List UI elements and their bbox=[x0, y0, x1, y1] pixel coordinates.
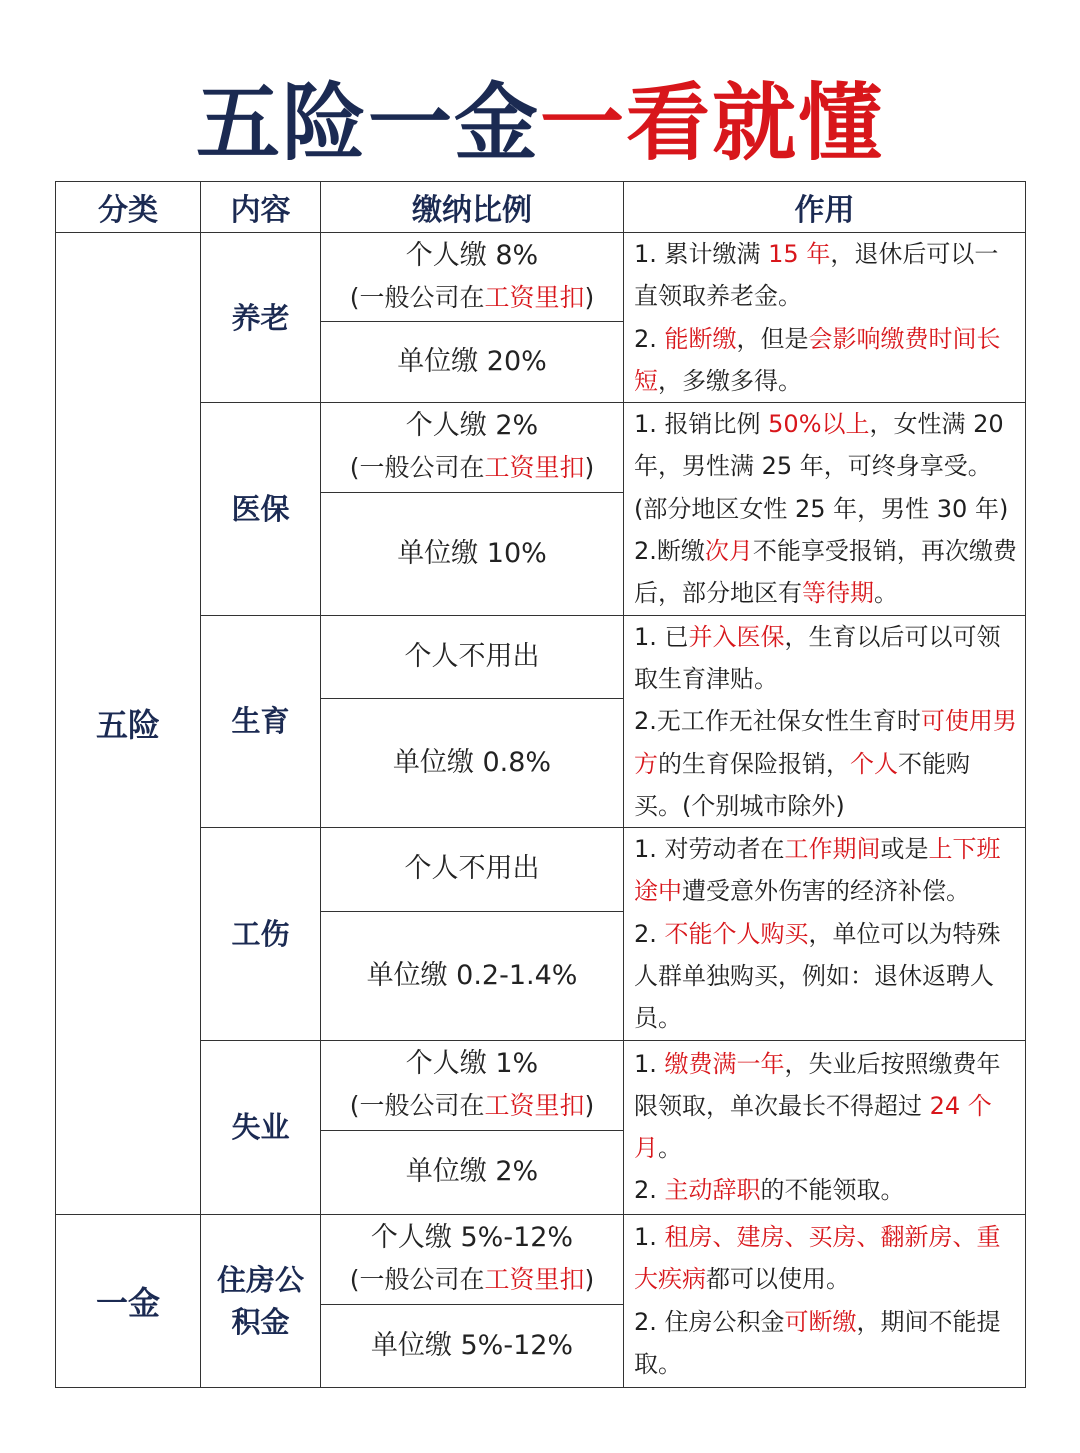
usage-line: 1. 缴费满一年，失业后按照缴费年限领取，单次最长不得超过 24 个月。 bbox=[634, 1049, 1001, 1163]
usage-housing-fund bbox=[624, 1214, 1026, 1387]
header-row bbox=[56, 182, 1026, 233]
rate-personal bbox=[321, 403, 624, 492]
usage-line: 2.无工作无社保女性生育时可使用男方的生育保险报销，个人不能购买。(个别城市除外) bbox=[634, 707, 1017, 820]
deduct-note: (一般公司在工资里扣) bbox=[349, 1091, 595, 1121]
personal-rate: 个人缴 5%-12% bbox=[370, 1222, 574, 1254]
usage-line: 2. 能断缴，但是会影响缴费时间长短，多缴多得。 bbox=[634, 324, 1001, 395]
category-one-fund: 一金 bbox=[56, 1214, 201, 1387]
insurance-table bbox=[55, 181, 1026, 1388]
usage-maternity bbox=[624, 615, 1026, 827]
table-row bbox=[56, 403, 1026, 492]
header-content: 内容 bbox=[201, 182, 321, 233]
personal-rate: 个人缴 8% bbox=[405, 240, 539, 272]
usage-line: 2. 住房公积金可断缴，期间不能提取。 bbox=[634, 1307, 1001, 1378]
item-housing-fund: 住房公 积金 bbox=[201, 1214, 321, 1387]
deduct-note: (一般公司在工资里扣) bbox=[349, 283, 595, 313]
title-part1: 五险一金 bbox=[195, 74, 540, 172]
header-rate: 缴纳比例 bbox=[321, 182, 624, 233]
header-category: 分类 bbox=[56, 182, 201, 233]
usage-line: 2. 不能个人购买，单位可以为特殊人群单独购买，例如：退休返聘人员。 bbox=[634, 919, 1001, 1033]
rate-employer: 单位缴 0.2-1.4% bbox=[321, 911, 624, 1040]
rate-personal bbox=[321, 1214, 624, 1304]
usage-line: 2.断缴次月不能享受报销，再次缴费后，部分地区有等待期。 bbox=[634, 537, 1017, 608]
item-maternity: 生育 bbox=[201, 615, 321, 827]
rate-employer: 单位缴 2% bbox=[321, 1130, 624, 1214]
usage-medical bbox=[624, 403, 1026, 615]
rate-personal bbox=[321, 1040, 624, 1130]
table-row bbox=[56, 615, 1026, 699]
table-row bbox=[56, 233, 1026, 322]
title-part2: 一看就懂 bbox=[540, 74, 885, 172]
deduct-note: (一般公司在工资里扣) bbox=[349, 1265, 595, 1295]
rate-employer: 单位缴 20% bbox=[321, 322, 624, 403]
table-row bbox=[56, 1214, 1026, 1304]
item-unemployment: 失业 bbox=[201, 1040, 321, 1214]
category-five-insurances: 五险 bbox=[56, 233, 201, 1215]
rate-employer: 单位缴 0.8% bbox=[321, 699, 624, 828]
item-injury: 工伤 bbox=[201, 828, 321, 1040]
item-medical: 医保 bbox=[201, 403, 321, 615]
header-usage: 作用 bbox=[624, 182, 1026, 233]
usage-line: 1. 累计缴满 15 年，退休后可以一直领取养老金。 bbox=[634, 240, 999, 311]
deduct-note: (一般公司在工资里扣) bbox=[349, 453, 595, 483]
usage-line: 1. 已并入医保，生育以后可以可领取生育津贴。 bbox=[634, 622, 1001, 693]
usage-injury bbox=[624, 828, 1026, 1040]
usage-line: 1. 报销比例 50%以上，女性满 20 年，男性满 25 年，可终身享受。(部分地区女性 25 年，男性 30 年) bbox=[634, 410, 1009, 523]
page-title bbox=[0, 74, 1080, 172]
rate-employer: 单位缴 5%-12% bbox=[321, 1304, 624, 1387]
personal-rate: 个人缴 1% bbox=[405, 1048, 539, 1080]
item-pension: 养老 bbox=[201, 233, 321, 403]
usage-unemployment bbox=[624, 1040, 1026, 1214]
table-row bbox=[56, 1040, 1026, 1130]
usage-pension bbox=[624, 233, 1026, 403]
usage-line: 1. 租房、建房、买房、翻新房、重大疾病都可以使用。 bbox=[634, 1223, 1001, 1294]
table-row bbox=[56, 828, 1026, 912]
rate-personal: 个人不用出 bbox=[321, 828, 624, 912]
rate-personal: 个人不用出 bbox=[321, 615, 624, 699]
rate-employer: 单位缴 10% bbox=[321, 492, 624, 615]
usage-line: 2. 主动辞职的不能领取。 bbox=[634, 1176, 905, 1205]
rate-personal bbox=[321, 233, 624, 322]
usage-line: 1. 对劳动者在工作期间或是上下班途中遭受意外伤害的经济补偿。 bbox=[634, 835, 1001, 906]
personal-rate: 个人缴 2% bbox=[405, 410, 539, 442]
